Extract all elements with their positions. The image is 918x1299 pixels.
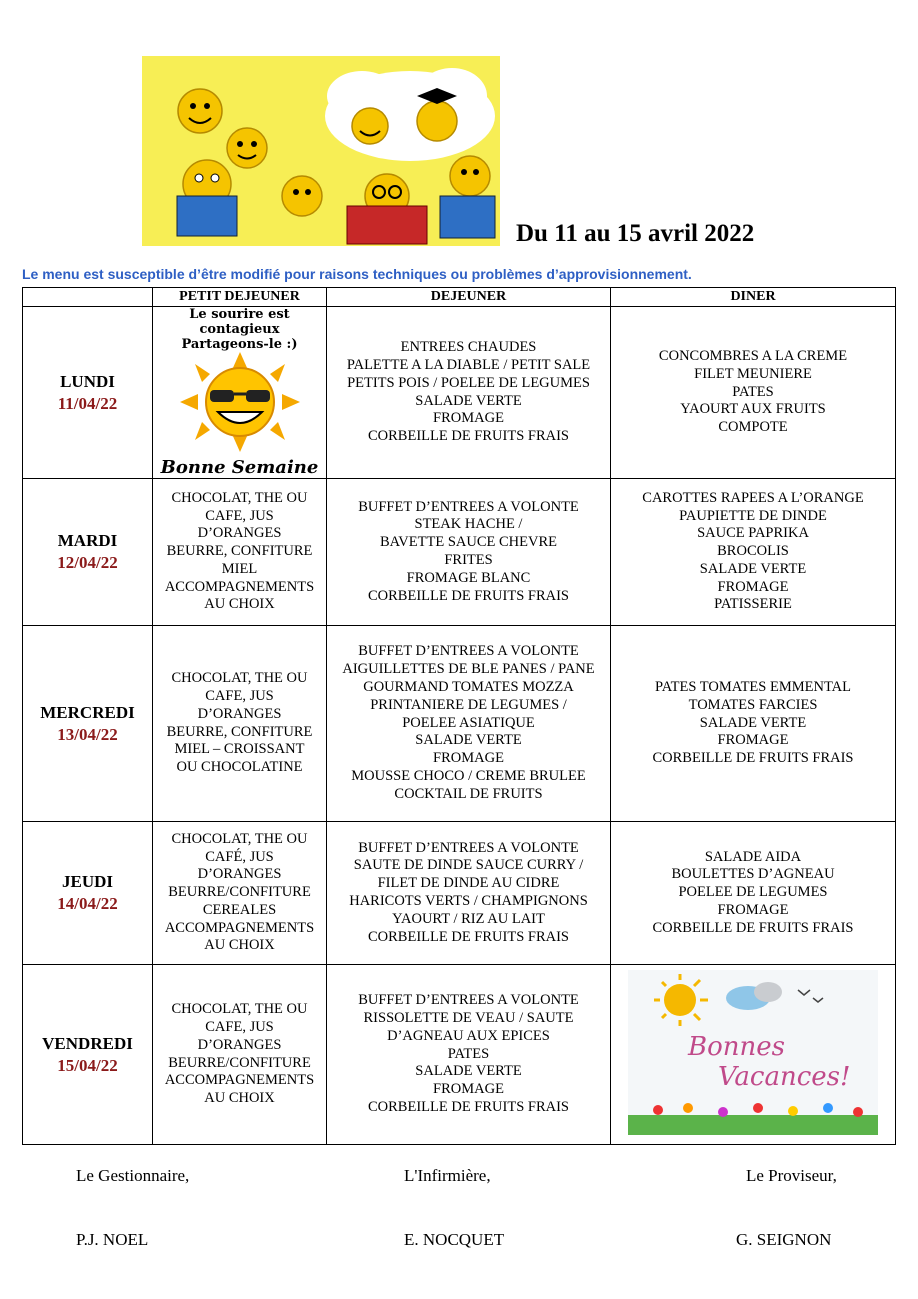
- book-icon: [177, 196, 237, 236]
- menu-line: CAROTTES RAPEES A L’ORANGE: [642, 489, 864, 506]
- dejeuner-cell: [327, 965, 611, 1145]
- menu-line: OU CHOCOLATINE: [176, 759, 303, 776]
- table-row: [23, 479, 896, 626]
- corner-header: [23, 288, 153, 307]
- smiley-icon: [177, 160, 237, 236]
- menu-line: CHOCOLAT, THE OU: [171, 670, 308, 687]
- menu-line: TOMATES FARCIES: [688, 696, 818, 713]
- menu-line: CORBEILLE DE FRUITS FRAIS: [367, 1098, 569, 1115]
- column-header-petit-dejeuner: PETIT DEJEUNER: [153, 288, 327, 307]
- menu-line: BUFFET D’ENTREES A VOLONTE: [358, 643, 579, 660]
- menu-line: AU CHOIX: [204, 1090, 275, 1107]
- day-name: MARDI: [57, 531, 118, 550]
- menu-line: GOURMAND TOMATES MOZZA: [363, 679, 574, 695]
- diner-cell: [611, 307, 896, 479]
- graduate-smiley-icon: [417, 88, 457, 141]
- signature-name-gestionnaire: P.J. NOEL: [76, 1230, 149, 1249]
- sun-caption-line1: Le sourire est contagieux: [189, 307, 290, 337]
- signature-title-gestionnaire: Le Gestionnaire,: [76, 1166, 190, 1185]
- menu-line: D’ORANGES: [197, 1036, 282, 1053]
- menu-line: PETITS POIS / POELEE DE LEGUMES: [347, 374, 590, 391]
- smiley-icon: [282, 176, 322, 216]
- smiley-icon: [352, 108, 388, 144]
- weekly-menu-table: [22, 287, 896, 1145]
- menu-line: D’ORANGES: [197, 866, 282, 883]
- dejeuner-cell: [327, 822, 611, 965]
- menu-line: FROMAGE: [433, 410, 504, 427]
- menu-line: SAUCE PAPRIKA: [697, 525, 809, 542]
- diner-cell: [611, 626, 896, 822]
- menu-line: YAOURT / RIZ AU LAIT: [392, 910, 545, 927]
- menu-line: STEAK HACHE /: [414, 516, 523, 533]
- menu-line: CAFE, JUS: [205, 1018, 274, 1035]
- table-row: [23, 626, 896, 822]
- table-header-row: [23, 288, 896, 307]
- menu-line: D’ORANGES: [197, 705, 282, 722]
- menu-line: AU CHOIX: [204, 596, 275, 613]
- petit-dejeuner-cell: [153, 479, 327, 626]
- signature-name-infirmiere: E. NOCQUET: [404, 1230, 505, 1249]
- menu-line: SAUTE DE DINDE SAUCE CURRY /: [353, 857, 584, 874]
- column-header-dejeuner: DEJEUNER: [327, 288, 611, 307]
- menu-line: POELEE DE LEGUMES: [678, 884, 828, 901]
- header-illustration: [142, 56, 500, 246]
- menu-line: ACCOMPAGNEMENTS: [164, 1072, 315, 1089]
- menu-line: CHOCOLAT, THE OU: [171, 1001, 308, 1018]
- menu-line: CONCOMBRES A LA CREME: [658, 348, 848, 364]
- menu-line: CHOCOLAT, THE OU: [171, 830, 308, 847]
- menu-line: D’ORANGES: [197, 525, 282, 542]
- menu-line: FROMAGE: [717, 578, 789, 595]
- day-name: LUNDI: [60, 371, 115, 391]
- book-icon: [440, 196, 495, 238]
- day-date: 15/04/22: [57, 1055, 118, 1075]
- menu-line: PATES: [447, 1045, 490, 1062]
- menu-line: CAFE, JUS: [205, 507, 274, 524]
- menu-line: FILET MEUNIERE: [694, 365, 812, 382]
- menu-line: ACCOMPAGNEMENTS: [164, 578, 315, 595]
- menu-line: CAFÉ, JUS: [205, 848, 274, 865]
- menu-line: BUFFET D’ENTREES A VOLONTE: [358, 839, 579, 856]
- book-icon: [347, 206, 427, 244]
- petit-dejeuner-cell: [153, 626, 327, 822]
- day-date: 14/04/22: [57, 894, 118, 913]
- menu-line: PAUPIETTE DE DINDE: [679, 507, 827, 524]
- day-cell: [23, 965, 153, 1145]
- day-cell: [23, 479, 153, 626]
- diner-cell: [611, 965, 896, 1145]
- menu-line: AU CHOIX: [204, 937, 275, 954]
- sun-caption-line2: Partageons-le :): [181, 337, 298, 352]
- dejeuner-cell: [327, 479, 611, 626]
- day-date: 12/04/22: [57, 553, 118, 572]
- diner-cell: [611, 822, 896, 965]
- menu-line: COMPOTE: [718, 419, 788, 436]
- menu-line: SALADE VERTE: [415, 392, 522, 409]
- menu-line: PATISSERIE: [714, 596, 792, 613]
- menu-line: CORBEILLE DE FRUITS FRAIS: [367, 928, 569, 945]
- dejeuner-cell: [327, 307, 611, 479]
- day-cell: [23, 626, 153, 822]
- menu-line: FROMAGE: [717, 901, 789, 918]
- menu-line: BEURRE, CONFITURE: [166, 543, 313, 560]
- signature-title-proviseur: Le Proviseur,: [746, 1166, 837, 1185]
- menu-line: MIEL – CROISSANT: [174, 741, 305, 758]
- menu-line: MIEL: [221, 560, 258, 577]
- menu-line: AIGUILLETTES DE BLE PANES / PANE: [342, 661, 595, 678]
- signature-title-infirmiere: L'Infirmière,: [404, 1166, 491, 1185]
- menu-line: SALADE VERTE: [415, 1063, 522, 1080]
- menu-line: FROMAGE BLANC: [406, 569, 531, 586]
- petit-dejeuner-cell: [153, 965, 327, 1145]
- column-header-diner: DINER: [611, 288, 896, 307]
- diner-cell: [611, 479, 896, 626]
- menu-line: BOULETTES D’AGNEAU: [671, 866, 835, 883]
- signature-name-proviseur: G. SEIGNON: [736, 1230, 832, 1249]
- smiley-icon: [227, 128, 267, 168]
- menu-line: CAFE, JUS: [205, 687, 274, 704]
- menu-line: FILET DE DINDE AU CIDRE: [377, 875, 560, 892]
- menu-line: BROCOLIS: [717, 543, 789, 560]
- menu-line: ENTREES CHAUDES: [400, 339, 537, 356]
- date-range-title: Du 11 au 15 avril 2022: [516, 220, 755, 247]
- menu-line: BEURRE/CONFITURE: [168, 884, 311, 901]
- day-date: 13/04/22: [57, 724, 118, 744]
- smiling-sun-icon: [170, 352, 310, 452]
- menu-line: PATES: [732, 383, 774, 400]
- menu-line: SALADE VERTE: [699, 560, 807, 577]
- menu-line: PRINTANIERE DE LEGUMES /: [370, 696, 567, 713]
- table-row: [23, 822, 896, 965]
- menu-line: RISSOLETTE DE VEAU / SAUTE: [363, 1010, 574, 1026]
- menu-line: D’AGNEAU AUX EPICES: [387, 1027, 550, 1044]
- menu-line: BAVETTE SAUCE CHEVRE: [380, 534, 557, 551]
- menu-line: CHOCOLAT, THE OU: [171, 489, 308, 506]
- petit-dejeuner-cell: [153, 822, 327, 965]
- menu-line: POELEE ASIATIQUE: [402, 714, 535, 731]
- dejeuner-cell: [327, 626, 611, 822]
- bonnes-text: Bonnes: [688, 1031, 785, 1062]
- menu-line: HARICOTS VERTS / CHAMPIGNONS: [349, 893, 588, 909]
- menu-line: CORBEILLE DE FRUITS FRAIS: [652, 750, 854, 767]
- menu-line: SALADE VERTE: [699, 714, 807, 731]
- menu-line: FRITES: [444, 552, 493, 568]
- table-row: [23, 307, 896, 479]
- menu-disclaimer: Le menu est susceptible d’être modifié pour raisons techniques ou problèmes d’approvisionnement.: [22, 266, 692, 282]
- menu-line: BUFFET D’ENTREES A VOLONTE: [358, 992, 579, 1009]
- bonnes-vacances-illustration: [628, 970, 878, 1135]
- menu-line: CORBEILLE DE FRUITS FRAIS: [367, 428, 569, 445]
- vacances-text: Vacances!: [718, 1061, 851, 1092]
- day-name: MERCREDI: [40, 702, 135, 722]
- menu-line: YAOURT AUX FRUITS: [680, 401, 826, 418]
- day-cell: [23, 307, 153, 479]
- menu-line: FROMAGE: [717, 732, 789, 749]
- menu-line: BUFFET D’ENTREES A VOLONTE: [358, 498, 579, 515]
- menu-line: SALADE AIDA: [704, 848, 802, 865]
- menu-line: FROMAGE: [433, 750, 504, 767]
- day-name: VENDREDI: [42, 1033, 133, 1053]
- table-row: [23, 965, 896, 1145]
- menu-line: PATES TOMATES EMMENTAL: [655, 679, 851, 695]
- menu-line: SALADE VERTE: [415, 732, 522, 749]
- menu-line: BEURRE/CONFITURE: [168, 1054, 311, 1071]
- menu-line: MOUSSE CHOCO / CREME BRULEE: [351, 767, 586, 784]
- menu-line: BEURRE, CONFITURE: [166, 723, 313, 740]
- smiley-icon: [178, 89, 222, 133]
- day-name: JEUDI: [61, 872, 113, 891]
- day-date: 11/04/22: [57, 393, 118, 413]
- menu-line: CEREALES: [202, 901, 277, 918]
- menu-line: ACCOMPAGNEMENTS: [164, 919, 315, 936]
- day-cell: [23, 822, 153, 965]
- menu-line: PALETTE A LA DIABLE / PETIT SALE: [346, 356, 591, 373]
- sun-caption-bottom: Bonne Semaine: [160, 457, 319, 478]
- menu-line: COCKTAIL DE FRUITS: [394, 785, 543, 802]
- menu-line: CORBEILLE DE FRUITS FRAIS: [652, 919, 854, 936]
- petit-dejeuner-cell: [153, 307, 327, 479]
- menu-line: FROMAGE: [433, 1081, 504, 1098]
- menu-line: CORBEILLE DE FRUITS FRAIS: [367, 587, 569, 604]
